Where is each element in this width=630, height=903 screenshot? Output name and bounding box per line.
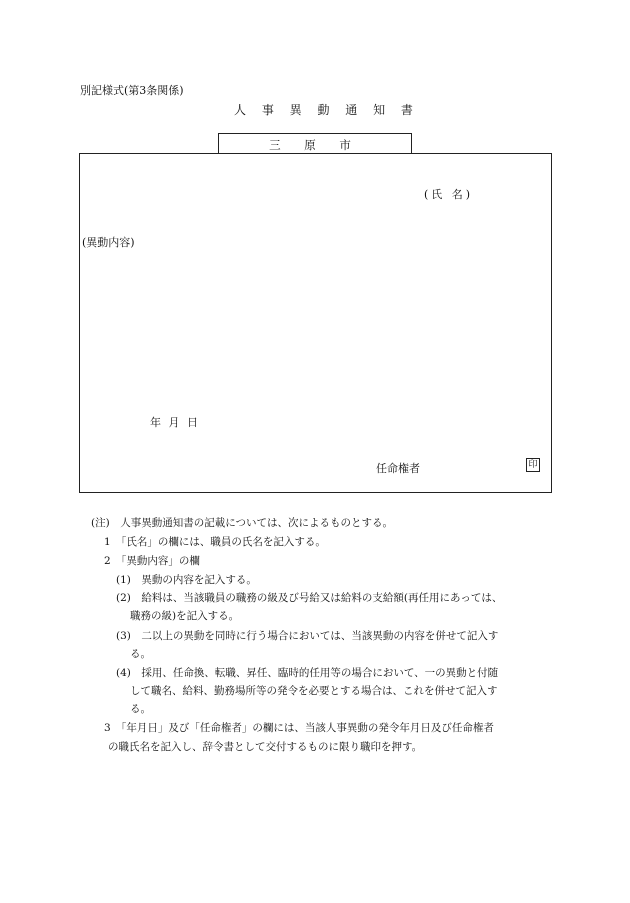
note-item-3: 3 「年月日」及び「任命権者」の欄には、当該人事異動の発令年月日及び任命権者 xyxy=(104,722,494,734)
note-item-3-cont: の職氏名を記入し、辞令書として交付するものに限り職印を押す。 xyxy=(108,741,423,753)
city-name: 三 原 市 xyxy=(269,138,361,152)
note-item-2-2: (2) 給料は、当該職員の職務の級及び号給又は給料の支給額(再任用にあっては、 xyxy=(116,592,503,604)
seal-mark: 印 xyxy=(526,458,540,472)
note-item-2-4: (4) 採用、任命換、転職、昇任、臨時的任用等の場合において、一の異動と付随 xyxy=(116,667,499,679)
note-item-2-4-cont: して職名、給料、勤務場所等の発令を必要とする場合は、これを併せて記入す xyxy=(130,685,498,697)
city-header-box xyxy=(218,133,412,153)
note-item-2: 2 「異動内容」の欄 xyxy=(104,555,200,567)
note-item-2-2-cont: 職務の級)を記入する。 xyxy=(130,610,240,622)
document-title: 人 事 異 動 通 知 書 xyxy=(234,103,419,117)
note-item-1: 1 「氏名」の欄には、職員の氏名を記入する。 xyxy=(104,536,326,548)
note-item-2-3-cont: る。 xyxy=(130,648,151,660)
date-label: 年 月 日 xyxy=(150,416,200,429)
transfer-content-label: (異動内容) xyxy=(82,236,135,249)
notice-form-box xyxy=(79,153,552,493)
note-item-2-4-cont2: る。 xyxy=(130,703,151,715)
appointer-label: 任命権者 xyxy=(376,462,420,475)
note-item-2-3: (3) 二以上の異動を同時に行う場合においては、当該異動の内容を併せて記入す xyxy=(116,630,499,642)
note-item-2-1: (1) 異動の内容を記入する。 xyxy=(116,574,257,586)
name-field-label: (氏 名) xyxy=(424,188,474,201)
notes-intro: (注) 人事異動通知書の記載については、次によるものとする。 xyxy=(91,517,393,529)
form-label: 別記様式(第3条関係) xyxy=(80,84,184,97)
